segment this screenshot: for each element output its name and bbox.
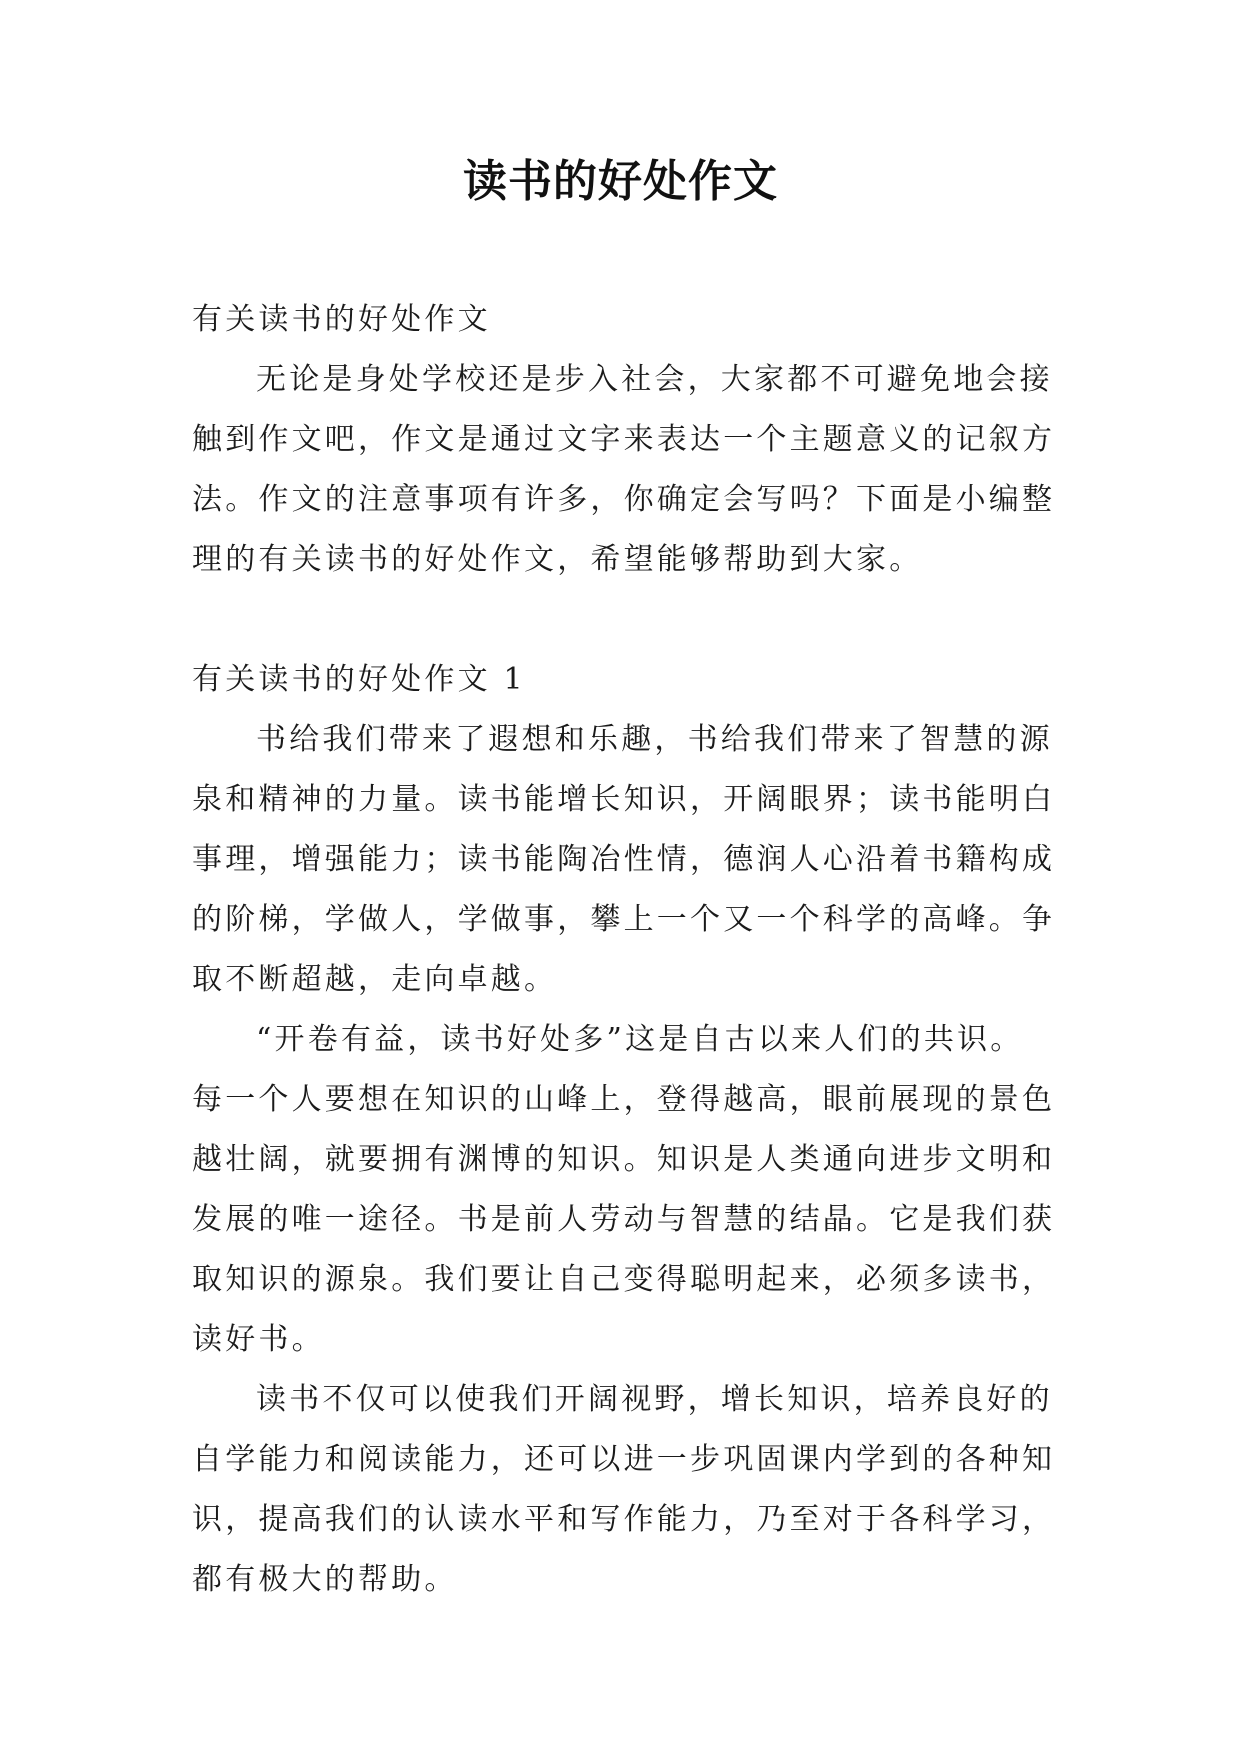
essay-1-heading: 有关读书的好处作文 1 — [192, 662, 526, 697]
section-spacer — [192, 590, 1062, 650]
paragraph-line: 取不断超越，走向卓越。 — [192, 962, 558, 997]
paragraph-line: 法。作文的注意事项有许多，你确定会写吗？下面是小编整 — [192, 482, 1056, 517]
paragraph-line: 识，提高我们的认读水平和写作能力，乃至对于各科学习， — [192, 1502, 1056, 1537]
paragraph-line: 无论是身处学校还是步入社会，大家都不可避免地会接 — [256, 362, 1053, 397]
paragraph-line: 理的有关读书的好处作文，希望能够帮助到大家。 — [192, 542, 923, 577]
paragraph-line: 自学能力和阅读能力，还可以进一步巩固课内学到的各种知 — [192, 1442, 1056, 1477]
essay-1-paragraph-2 — [192, 1010, 1062, 1370]
paragraph-line: 的阶梯，学做人，学做事，攀上一个又一个科学的高峰。争 — [192, 902, 1056, 937]
paragraph-line: 触到作文吧，作文是通过文字来表达一个主题意义的记叙方 — [192, 422, 1056, 457]
essay-1-paragraph-1 — [192, 710, 1062, 1010]
paragraph-line: 事理，增强能力；读书能陶冶性情，德润人心沿着书籍构成 — [192, 842, 1056, 877]
paragraph-line: 发展的唯一途径。书是前人劳动与智慧的结晶。它是我们获 — [192, 1202, 1056, 1237]
paragraph-line: 泉和精神的力量。读书能增长知识，开阔眼界；读书能明白 — [192, 782, 1056, 817]
document-body — [192, 290, 1062, 1610]
paragraph-line: 读好书。 — [192, 1322, 325, 1357]
paragraph-line: 取知识的源泉。我们要让自己变得聪明起来，必须多读书， — [192, 1262, 1056, 1297]
paragraph-line: 读书不仅可以使我们开阔视野，增长知识，培养良好的 — [256, 1382, 1053, 1417]
intro-paragraph — [192, 350, 1062, 590]
paragraph-line: “开卷有益，读书好处多”这是自古以来人们的共识。 — [256, 1022, 1024, 1057]
paragraph-line: 每一个人要想在知识的山峰上，登得越高，眼前展现的景色 — [192, 1082, 1056, 1117]
paragraph-line: 越壮阔，就要拥有渊博的知识。知识是人类通向进步文明和 — [192, 1142, 1056, 1177]
paragraph-line: 都有极大的帮助。 — [192, 1562, 458, 1597]
intro-heading: 有关读书的好处作文 — [192, 302, 491, 337]
essay-1-paragraph-3 — [192, 1370, 1062, 1610]
paragraph-line: 书给我们带来了遐想和乐趣，书给我们带来了智慧的源 — [256, 722, 1053, 757]
document-title: 读书的好处作文 — [463, 156, 778, 207]
